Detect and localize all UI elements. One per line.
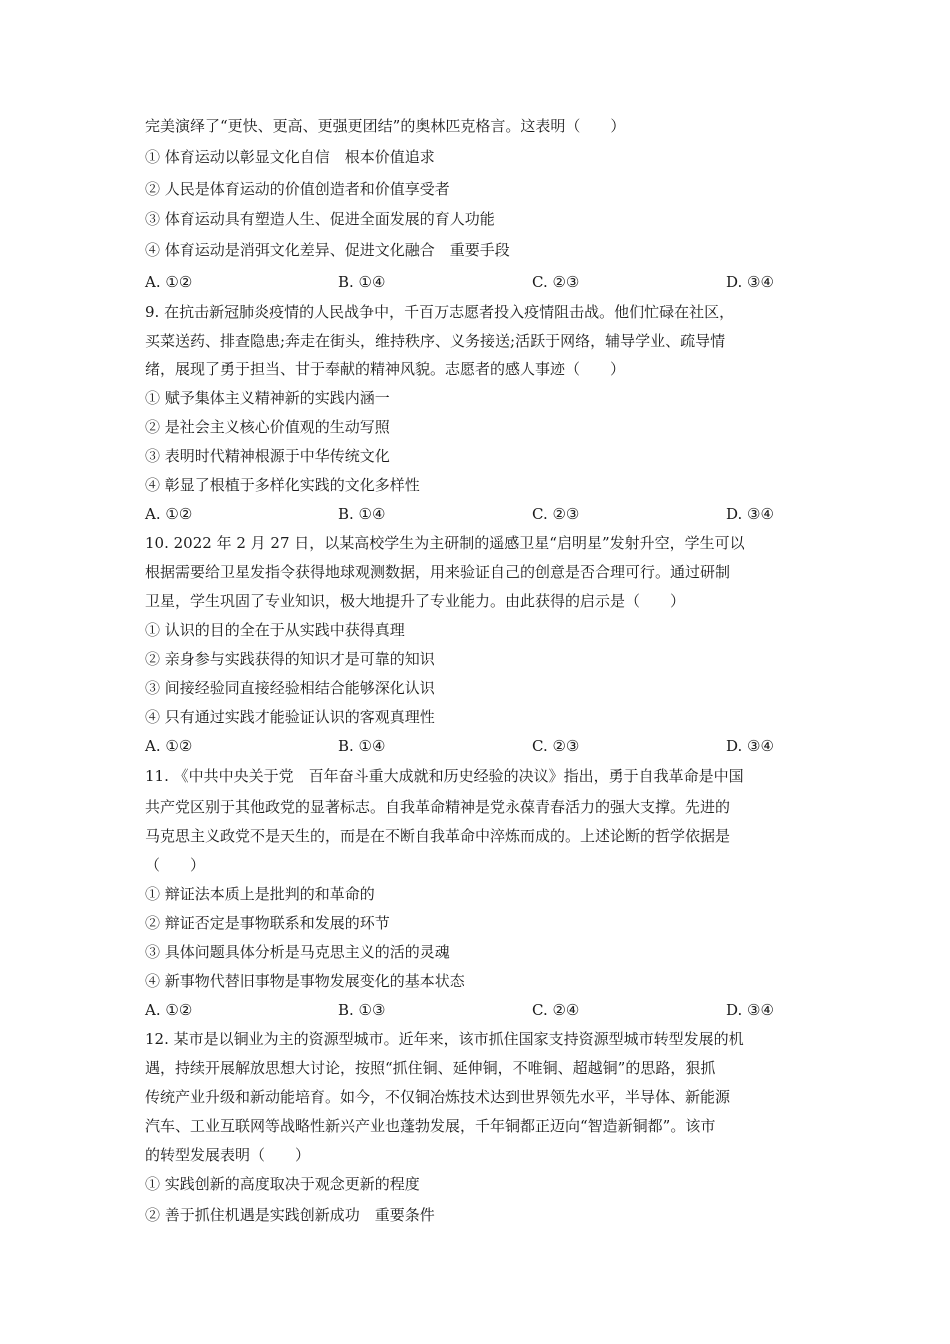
q10-item-3: ③ 间接经验同直接经验相结合能够深化认识: [145, 679, 435, 697]
q11-option-c: C. ②④: [532, 1001, 580, 1019]
q11-stem-line-3: 马克思主义政党不是天生的，而是在不断自我革命中淬炼而成的。上述论断的哲学依据是: [145, 827, 731, 845]
q8-options: [145, 272, 805, 292]
q11-item-4: ④ 新事物代替旧事物是事物发展变化的基本状态: [145, 972, 465, 990]
q8-option-d: D. ③④: [726, 273, 774, 291]
q8-item-1: ① 体育运动以彰显文化自信 根本价值追求: [145, 148, 435, 166]
q10-item-4: ④ 只有通过实践才能验证认识的客观真理性: [145, 708, 435, 726]
q11-stem-line-1: 11. 《中共中央关于党 百年奋斗重大成就和历史经验的决议》指出，勇于自我革命是中国: [145, 767, 744, 785]
q12-item-1: ① 实践创新的高度取决于观念更新的程度: [145, 1175, 420, 1193]
q9-stem-line-2: 买菜送药、排查隐患;奔走在街头，维持秩序、义务接送;活跃于网络，辅导学业、疏导情: [145, 332, 726, 350]
q11-stem-line-2: 共产党区别于其他政党的显著标志。自我革命精神是党永葆青春活力的强大支撑。先进的: [145, 798, 731, 816]
q11-stem-line-4: （ ）: [145, 856, 206, 874]
q9-item-4: ④ 彰显了根植于多样化实践的文化多样性: [145, 476, 420, 494]
q11-option-d: D. ③④: [726, 1001, 774, 1019]
q8-item-2: ② 人民是体育运动的价值创造者和价值享受者: [145, 180, 450, 198]
q9-item-3: ③ 表明时代精神根源于中华传统文化: [145, 447, 390, 465]
q8-option-b: B. ①④: [338, 273, 386, 291]
q9-item-1: ① 赋予集体主义精神新的实践内涵一: [145, 389, 390, 407]
q9-option-c: C. ②③: [532, 505, 580, 523]
q11-option-b: B. ①③: [338, 1001, 386, 1019]
q9-option-d: D. ③④: [726, 505, 774, 523]
q11-item-1: ① 辩证法本质上是批判的和革命的: [145, 885, 375, 903]
q9-options: [145, 504, 805, 524]
q8-item-4: ④ 体育运动是消弭文化差异、促进文化融合 重要手段: [145, 241, 510, 259]
q12-stem-line-2: 遇，持续开展解放思想大讨论，按照“抓住铜、延伸铜，不唯铜、超越铜”的思路，狠抓: [145, 1059, 716, 1077]
q10-stem-line-1: 10. 2022 年 2 月 27 日，以某高校学生为主研制的遥感卫星“启明星”发射升空，学生可以: [145, 534, 745, 552]
q11-item-3: ③ 具体问题具体分析是马克思主义的活的灵魂: [145, 943, 450, 961]
q10-item-2: ② 亲身参与实践获得的知识才是可靠的知识: [145, 650, 435, 668]
q9-option-b: B. ①④: [338, 505, 386, 523]
q10-options: [145, 736, 805, 756]
q12-stem-line-5: 的转型发展表明（ ）: [145, 1146, 311, 1164]
q10-option-b: B. ①④: [338, 737, 386, 755]
q8-item-3: ③ 体育运动具有塑造人生、促进全面发展的育人功能: [145, 210, 495, 228]
q10-item-1: ① 认识的目的全在于从实践中获得真理: [145, 621, 405, 639]
q8-option-c: C. ②③: [532, 273, 580, 291]
q10-stem-line-3: 卫星，学生巩固了专业知识，极大地提升了专业能力。由此获得的启示是（ ）: [145, 592, 686, 610]
q8-option-a: A. ①②: [145, 273, 193, 291]
q12-stem-line-4: 汽车、工业互联网等战略性新兴产业也蓬勃发展，千年铜都正迈向“智造新铜都”。该市: [145, 1117, 716, 1135]
q12-stem-line-1: 12. 某市是以铜业为主的资源型城市。近年来，该市抓住国家支持资源型城市转型发展的机: [145, 1030, 744, 1048]
q11-option-a: A. ①②: [145, 1001, 193, 1019]
q8-stem-tail: 完美演绎了“更快、更高、更强更团结”的奥林匹克格言。这表明（ ）: [145, 117, 626, 135]
q9-option-a: A. ①②: [145, 505, 193, 523]
q12-stem-line-3: 传统产业升级和新动能培育。如今，不仅铜冶炼技术达到世界领先水平，半导体、新能源: [145, 1088, 731, 1106]
q10-stem-line-2: 根据需要给卫星发指令获得地球观测数据，用来验证自己的创意是否合理可行。通过研制: [145, 563, 731, 581]
q11-item-2: ② 辩证否定是事物联系和发展的环节: [145, 914, 390, 932]
q9-stem-line-1: 9. 在抗击新冠肺炎疫情的人民战争中，千百万志愿者投入疫情阻击战。他们忙碌在社区，: [145, 303, 735, 321]
q9-stem-line-3: 绪，展现了勇于担当、甘于奉献的精神风貌。志愿者的感人事迹（ ）: [145, 360, 626, 378]
q10-option-a: A. ①②: [145, 737, 193, 755]
q10-option-c: C. ②③: [532, 737, 580, 755]
q10-option-d: D. ③④: [726, 737, 774, 755]
q9-item-2: ② 是社会主义核心价值观的生动写照: [145, 418, 390, 436]
q12-item-2: ② 善于抓住机遇是实践创新成功 重要条件: [145, 1206, 435, 1224]
q11-options: [145, 1000, 805, 1020]
